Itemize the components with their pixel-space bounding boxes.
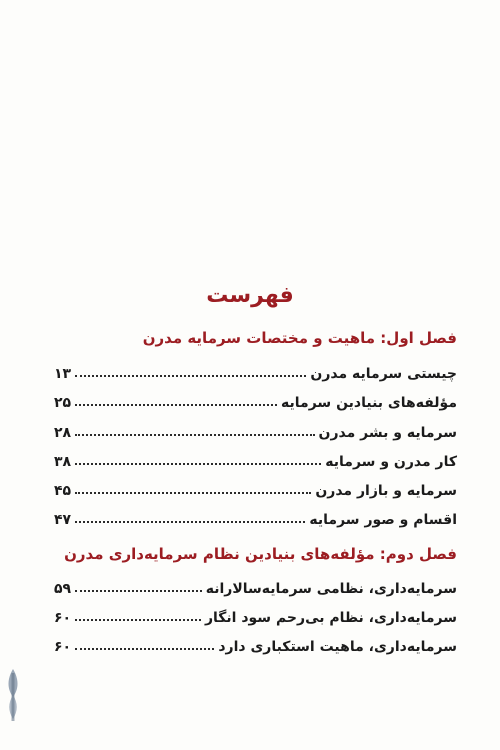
dot-leader bbox=[75, 619, 201, 621]
dot-leader bbox=[75, 492, 311, 494]
entry-title: کار مدرن و سرمایه bbox=[325, 454, 457, 470]
dot-leader bbox=[75, 521, 305, 523]
dot-leader bbox=[75, 375, 306, 377]
publisher-emblem-icon bbox=[2, 665, 24, 727]
dot-leader bbox=[75, 648, 214, 650]
entry-title: سرمایه‌داری، نظامی سرمایه‌سالارانه bbox=[205, 581, 457, 597]
entry-page: ۶۰ bbox=[54, 610, 72, 626]
toc-entry[interactable] bbox=[54, 387, 457, 411]
entry-title: سرمایه‌داری، ماهیت استکباری دارد bbox=[218, 639, 457, 655]
toc-entry[interactable] bbox=[54, 573, 457, 597]
entry-title: سرمایه‌داری، نظام بی‌رحم سود انگار bbox=[204, 610, 457, 626]
entry-title: سرمایه و بازار مدرن bbox=[315, 483, 457, 499]
toc-entry[interactable] bbox=[54, 504, 457, 528]
entry-page: ۲۸ bbox=[54, 425, 72, 441]
dot-leader bbox=[75, 404, 277, 406]
entry-title: چیستی سرمایه مدرن bbox=[310, 366, 457, 382]
chapter-2-heading: فصل دوم: مؤلفه‌های بنیادین نظام سرمایه‌داری مدرن bbox=[64, 545, 457, 563]
entry-page: ۴۷ bbox=[54, 512, 72, 528]
entry-page: ۳۸ bbox=[54, 454, 72, 470]
toc-entry[interactable] bbox=[54, 446, 457, 470]
entry-page: ۱۳ bbox=[54, 366, 72, 382]
entry-title: سرمایه و بشر مدرن bbox=[318, 425, 457, 441]
toc-entry[interactable] bbox=[54, 358, 457, 382]
chapter-1-heading: فصل اول: ماهیت و مختصات سرمایه مدرن bbox=[142, 329, 457, 347]
dot-leader bbox=[75, 463, 321, 465]
toc-entry[interactable] bbox=[54, 631, 457, 655]
toc-title: فهرست bbox=[206, 283, 294, 308]
entry-page: ۲۵ bbox=[54, 395, 72, 411]
dot-leader bbox=[75, 590, 202, 592]
toc-entry[interactable] bbox=[54, 417, 457, 441]
entry-page: ۴۵ bbox=[54, 483, 72, 499]
toc-entry[interactable] bbox=[54, 602, 457, 626]
dot-leader bbox=[75, 434, 314, 436]
entry-page: ۶۰ bbox=[54, 639, 72, 655]
entry-page: ۵۹ bbox=[54, 581, 72, 597]
entry-title: مؤلفه‌های بنیادین سرمایه bbox=[281, 395, 457, 411]
toc-entry[interactable] bbox=[54, 475, 457, 499]
entry-title: اقسام و صور سرمایه bbox=[309, 512, 457, 528]
